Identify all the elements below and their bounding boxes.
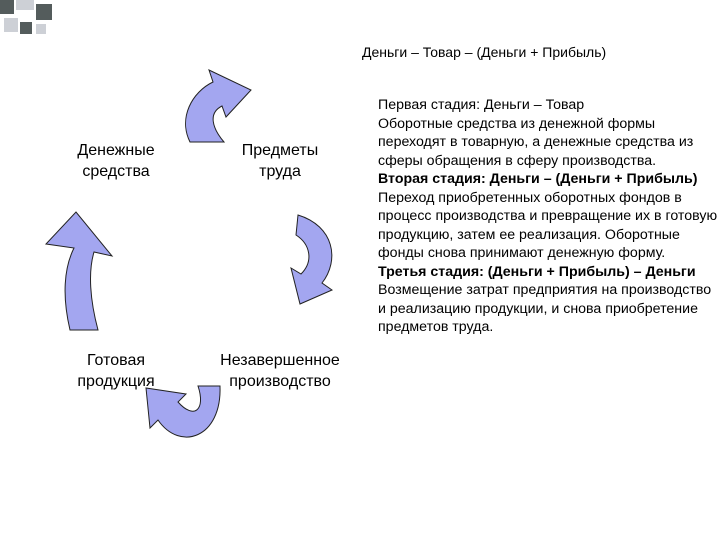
node-finished-goods-line-1: Готовая xyxy=(86,352,146,369)
stage-1-prefix: Первая стадия xyxy=(378,97,477,113)
stage-3-title xyxy=(378,263,718,282)
stage-3-text: Возмещение затрат предприятия на производство и реализацию продукции, и снова приобретение предметов труда. xyxy=(378,282,712,335)
node-labor-items-line-2: труда xyxy=(259,163,301,180)
node-work-in-progress-line-2: производство xyxy=(229,373,331,390)
stage-1-rest: : Деньги – Товар xyxy=(476,97,585,113)
node-labor-items-line-1: Предметы xyxy=(241,142,319,159)
node-work-in-progress xyxy=(200,350,360,392)
arrow-bottom-icon xyxy=(146,386,220,437)
node-labor-items xyxy=(220,140,340,182)
stage-2-rest: : Деньги – (Деньги + Прибыль) xyxy=(481,171,698,187)
node-money-funds xyxy=(56,140,176,182)
arrow-top-icon xyxy=(186,70,251,142)
node-money-funds-line-2: средства xyxy=(82,163,150,180)
node-finished-goods-line-2: продукция xyxy=(77,373,155,390)
stage-3-rest: : (Деньги + Прибыль) – Деньги xyxy=(479,263,696,280)
node-finished-goods xyxy=(56,350,176,392)
stage-2-prefix: Вторая стадия xyxy=(378,171,481,187)
arrow-left-icon xyxy=(46,212,112,330)
stage-descriptions xyxy=(378,96,718,337)
node-money-funds-line-1: Денежные xyxy=(77,142,155,159)
stage-3-prefix: Третья стадия xyxy=(378,263,480,280)
stage-1-title xyxy=(378,96,718,115)
stage-2-title xyxy=(378,170,718,189)
stage-1-text: Оборотные средства из денежной формы переходят в товарную, а денежные средства из сферы обращения в сферу производства. xyxy=(378,115,694,169)
arrow-right-icon xyxy=(291,215,332,304)
node-work-in-progress-line-1: Незавершенное xyxy=(220,352,340,369)
cycle-formula: Деньги – Товар – (Деньги + Прибыль) xyxy=(362,44,607,60)
stage-2-text: Переход приобретенных оборотных фондов в процесс производства и превращение их в готовую продукцию, затем ее реализация. Оборотные фонды снова принимают денежную форму. xyxy=(378,189,718,261)
